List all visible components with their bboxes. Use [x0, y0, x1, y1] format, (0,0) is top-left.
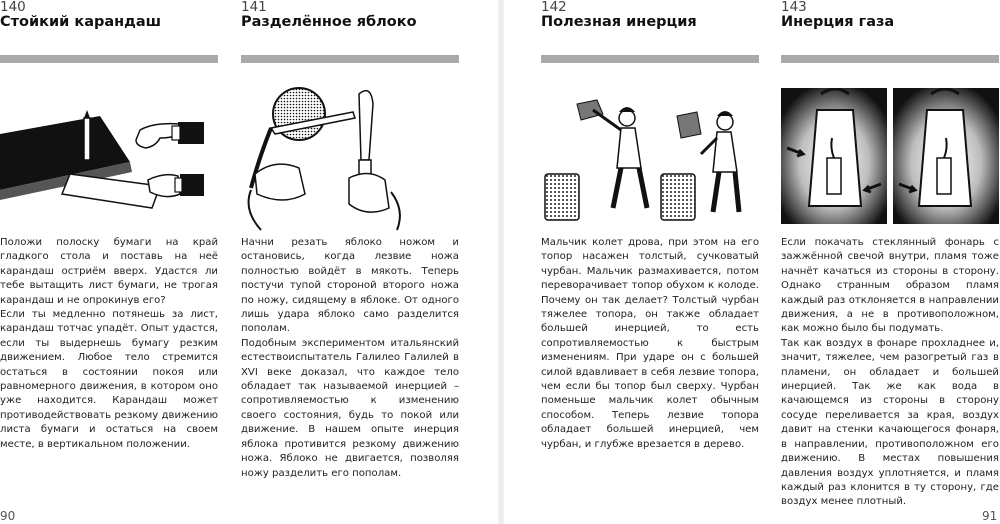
section-rule: [241, 55, 459, 63]
paragraph: Так как воздух в фонаре прохладнее и, значит, тяжелее, чем разогретый газ в пламени, он обладает и большей инерцией. Так же как вода в качающемся из стороны в сторону сосуде переливается за края, воздух давит на стенки качающегося фонаря, в направлении, противоположном его движению. В местах повышения давления воздух уплотняется, и пламя каждый раз клонится в ту сторону, где воздух менее плотный.: [781, 337, 999, 508]
section-title: Разделённое яблоко: [241, 14, 417, 30]
section-rule: [781, 55, 999, 63]
section-text: [241, 236, 459, 481]
boy-chopping-illustration: [541, 82, 759, 222]
paragraph: Мальчик колет дрова, при этом на его топор насажен толстый, сучковатый чурбан. Мальчик размахивается, потом переворачивает топор обухом к колоде. Почему он так делает? Толстый чурбан тяжелее топора, он также обладает большей инерцией, то есть сопротивляемостью к быстрым изменениям. При ударе он с большей силой вдавливает в себя лезвие топора, чем если бы топор был сверху. Чурбан поменьше мальчик колет обычным способом. Теперь лезвие топора обладает большей инерцией, чем чурбан, и глубже врезается в дерево.: [541, 237, 759, 450]
section-title: Инерция газа: [781, 14, 895, 30]
section-text: [541, 236, 759, 452]
lantern-illustration: [781, 88, 999, 224]
section-rule: [0, 55, 218, 63]
section-number: 140: [0, 0, 26, 15]
apple-illustration: [241, 82, 459, 232]
section-title: Стойкий карандаш: [0, 14, 162, 30]
section-title: Полезная инерция: [541, 14, 697, 30]
section-number: 143: [781, 0, 807, 15]
left-page-number: 90: [0, 509, 16, 523]
right-page-number: 91: [982, 509, 998, 523]
paragraph: Подобным экспериментом итальянский естествоиспытатель Галилео Галилей в XVI веке доказал, что каждое тело обладает так называемой инерцией – сопротивляемостью к изменению своего состояния, будь то покой или движение. В нашем опыте инерция яблока противится резкому движению ножа. Яблоко не двигается, позволяя ножу разделить его пополам.: [241, 337, 459, 479]
book-gutter: [498, 0, 504, 524]
section-number: 141: [241, 0, 267, 15]
pencil-illustration: [0, 82, 218, 214]
section-number: 142: [541, 0, 567, 15]
section-text: [0, 236, 218, 452]
paragraph: Начни резать яблоко ножом и остановись, когда лезвие ножа полностью войдёт в мякоть. Теперь постучи тупой стороной второго ножа по ножу, сидящему в яблоке. От одного лишь удара яблоко само разделится пополам.: [241, 237, 459, 335]
section-rule: [541, 55, 759, 63]
paragraph: Если покачать стеклянный фонарь с зажжённой свечой внутри, пламя тоже начнёт качаться из стороны в сторону. Однако странным образом пламя каждый раз отклоняется в направлении движения, а не в противоположном, как можно было бы подумать.: [781, 237, 999, 335]
section-text: [781, 236, 999, 510]
paragraph: Положи полоску бумаги на край гладкого стола и поставь на неё карандаш остриём вверх. Удастся ли тебе вытащить лист бумаги, не трогая карандаш и не опрокинув его?: [0, 237, 218, 306]
paragraph: Если ты медленно потянешь за лист, карандаш тотчас упадёт. Опыт удастся, если ты выдернешь бумагу резким движением. Любое тело стремится остаться в состоянии покоя или равномерного движения, в котором оно уже находится. Карандаш может противодействовать резкому движению листа бумаги и остаться на своем месте, в вертикальном положении.: [0, 309, 218, 450]
